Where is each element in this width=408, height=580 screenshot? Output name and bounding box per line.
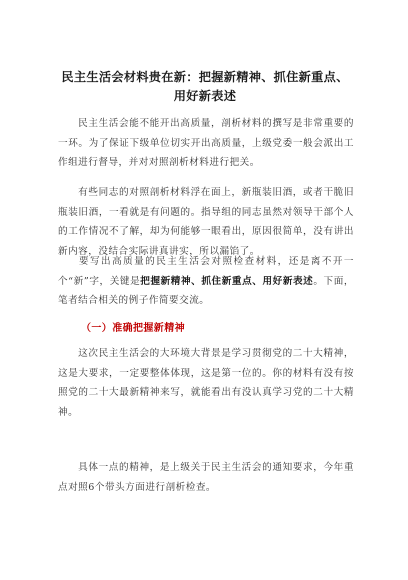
paragraph-3-bold-emphasis: 把握新精神、抓住新重点、用好新表述 bbox=[140, 275, 314, 287]
paragraph-1 bbox=[58, 114, 354, 173]
paragraph-2-text: 有些同志的对照剖析材料浮在面上，新瓶装旧酒，或者干脆旧瓶装旧酒，一看就是有问题的。指导组的同志虽然对领导干部个人的工作情况不了解，却为何能够一眼看出，原因很简单，没有讲出新内容，没结合实际讲真讲实，所以漏馅了。 bbox=[58, 187, 354, 257]
paragraph-2 bbox=[58, 183, 354, 261]
paragraph-1-text: 民主生活会能不能开出高质量，剖析材料的撰写是非常重要的一环。为了保证下级单位切实开出高质量，上级党委一般会派出工作组进行督导，并对对照剖析材料进行把关。 bbox=[58, 118, 354, 169]
paragraph-3-text-before: 要写出高质量的民主生活会对照检查材料，还是离不开一个“新”字，关键是 bbox=[58, 256, 354, 287]
paragraph-4-text: 这次民主生活会的大环境大背景是学习贯彻党的二十大精神，这是大要求，一定要整体体现，这是第一位的。你的材料有没有按照党的二十大最新精神来写，就能看出有没认真学习党的二十大精神。 bbox=[58, 348, 354, 418]
paragraph-5-text: 具体一点的精神，是上级关于民主生活会的通知要求，今年重点对照6个带头方面进行剖析检查。 bbox=[58, 462, 354, 493]
paragraph-4 bbox=[58, 344, 354, 422]
document-title: 民主生活会材料贵在新：把握新精神、抓住新重点、用好新表述 bbox=[61, 70, 349, 103]
paragraph-5 bbox=[58, 458, 354, 497]
paragraph-3 bbox=[58, 252, 354, 311]
paragraph-3-text-after: 。下面，笔者结合相关的例子作简要交流。 bbox=[58, 275, 355, 307]
section-heading: （一）准确把握新精神 bbox=[81, 323, 185, 334]
